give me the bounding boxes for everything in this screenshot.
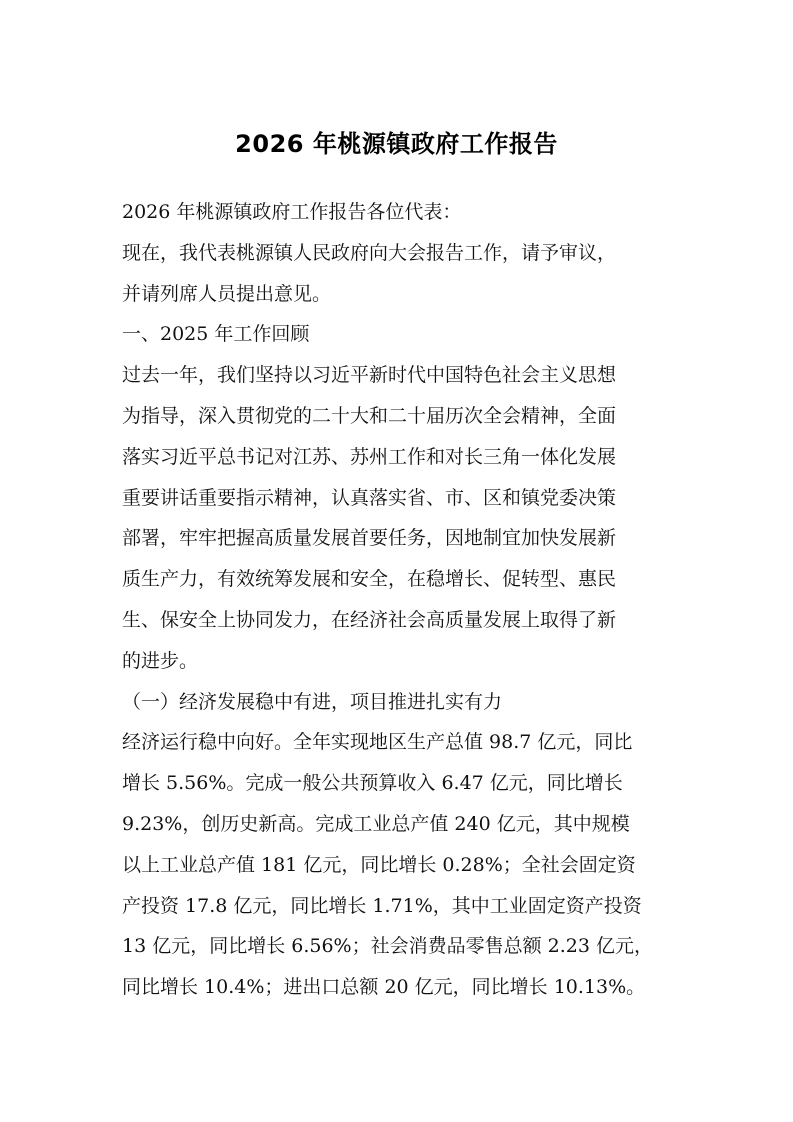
text-line: （一）经济发展稳中有进，项目推进扎实有力 xyxy=(122,690,503,713)
opening-paragraph xyxy=(122,233,678,315)
text-line: 生、保安全上协同发力，在经济社会高质量发展上取得了新 xyxy=(122,608,617,631)
text-line: 13 亿元，同比增长 6.56%；社会消费品零售总额 2.23 亿元， xyxy=(122,935,653,958)
document-title: 2026 年桃源镇政府工作报告 xyxy=(235,130,558,158)
text-line: 9.23%，创历史新高。完成工业总产值 240 亿元，其中规模 xyxy=(122,812,630,835)
text-line: 同比增长 10.4%；进出口总额 20 亿元，同比增长 10.13%。 xyxy=(122,976,646,999)
text-line: 经济运行稳中向好。全年实现地区生产总值 98.7 亿元，同比 xyxy=(122,731,633,754)
text-line: 的进步。 xyxy=(122,649,199,672)
text-line: 过去一年，我们坚持以习近平新时代中国特色社会主义思想 xyxy=(122,364,617,387)
document-body xyxy=(122,192,678,1008)
text-line: 部署，牢牢把握高质量发展首要任务，因地制宜加快发展新 xyxy=(122,527,617,550)
section-heading xyxy=(122,314,678,355)
text-line: 为指导，深入贯彻党的二十大和二十届历次全会精神，全面 xyxy=(122,404,617,427)
text-line: 一、2025 年工作回顾 xyxy=(122,323,310,346)
text-line: 产投资 17.8 亿元，同比增长 1.71%，其中工业固定资产投资 xyxy=(122,894,642,917)
subsection-heading xyxy=(122,682,678,723)
text-line: 并请列席人员提出意见。 xyxy=(122,282,332,305)
text-line: 2026 年桃源镇政府工作报告各位代表： xyxy=(122,201,462,223)
text-line: 现在，我代表桃源镇人民政府向大会报告工作，请予审议， xyxy=(122,241,617,264)
review-paragraph xyxy=(122,355,678,681)
economy-paragraph xyxy=(122,722,678,1008)
text-line: 质生产力，有效统筹发展和安全，在稳增长、促转型、惠民 xyxy=(122,568,617,591)
text-line: 落实习近平总书记对江苏、苏州工作和对长三角一体化发展 xyxy=(122,445,617,468)
text-line: 以上工业总产值 181 亿元，同比增长 0.28%；全社会固定资 xyxy=(122,853,636,876)
text-line: 增长 5.56%。完成一般公共预算收入 6.47 亿元，同比增长 xyxy=(122,772,623,795)
salutation-paragraph xyxy=(122,192,678,233)
text-line: 重要讲话重要指示精神，认真落实省、市、区和镇党委决策 xyxy=(122,486,617,509)
